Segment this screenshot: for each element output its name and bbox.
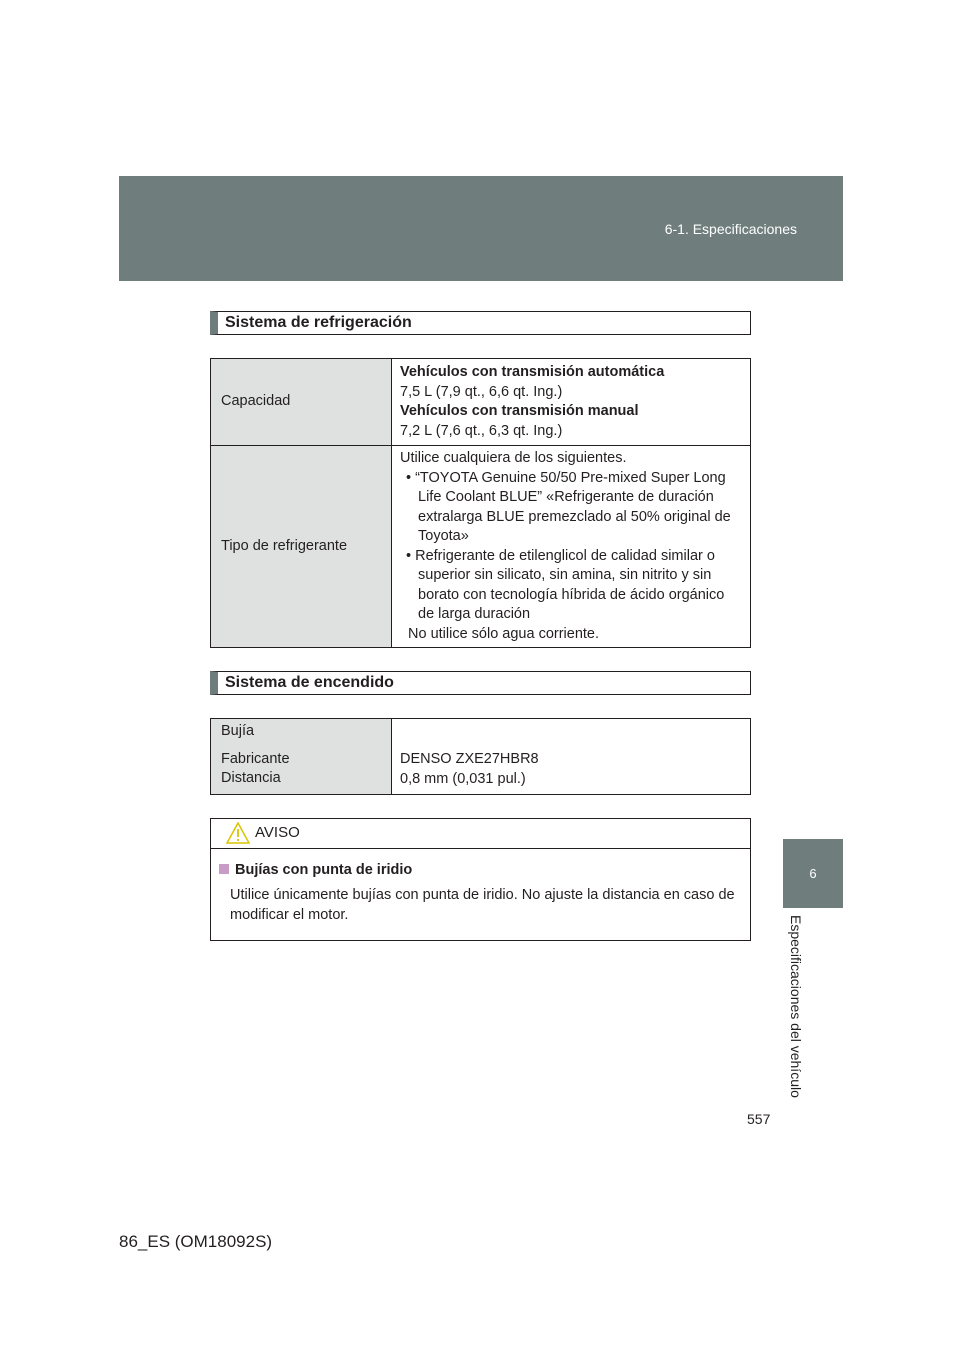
auto-transmission-value: 7,5 L (7,9 qt., 6,6 qt. Ing.) (400, 383, 563, 400)
table-row (211, 719, 751, 795)
gap-label: Distancia (221, 770, 281, 786)
gap-value: 0,8 mm (0,031 pul.) (400, 770, 526, 787)
table-row (211, 446, 751, 648)
page-number: 557 (747, 1111, 771, 1127)
coolant-option-1: • “TOYOTA Genuine 50/50 Pre-mixed Super Long Life Coolant BLUE” «Refrigerante de duración extralarga BLUE premezclado al 50% original de Toyota» (406, 469, 731, 544)
coolant-option-2: • Refrigerante de etilenglicol de calidad similar o superior sin silicato, sin amina, sin nitrito y sin borato con tecnología híbrida de ácido orgánico de larga duración (406, 547, 725, 622)
capacity-value (392, 359, 751, 446)
ignition-table (210, 718, 751, 795)
warning-subtitle: Bujías con punta de iridio (235, 862, 413, 878)
coolant-intro: Utilice cualquiera de los siguientes. (400, 450, 627, 466)
coolant-type-label: Tipo de refrigerante (211, 446, 392, 648)
warning-header (211, 819, 750, 849)
warning-box (210, 818, 751, 941)
auto-transmission-label: Vehículos con transmisión automática (400, 364, 665, 380)
warning-body: Utilice únicamente bujías con punta de iridio. No ajuste la distancia en caso de modificar el motor. (230, 887, 735, 923)
spark-plug-labels (211, 719, 392, 795)
chapter-tab (783, 839, 843, 908)
warning-subtitle-row (219, 862, 750, 878)
manufacturer-label: Fabricante (221, 750, 290, 767)
cooling-heading: Sistema de refrigeración (210, 311, 751, 335)
spark-plug-label: Bujía (221, 723, 255, 739)
footer-code: 86_ES (OM18092S) (119, 1232, 273, 1251)
chapter-label-wrapper (786, 915, 806, 1110)
capacity-label: Capacidad (211, 359, 392, 446)
ignition-heading: Sistema de encendido (210, 671, 751, 695)
coolant-type-value (392, 446, 751, 648)
table-row (211, 359, 751, 446)
chapter-number: 6 (809, 866, 817, 881)
cooling-table (210, 358, 751, 648)
coolant-note: No utilice sólo agua corriente. (408, 625, 600, 642)
bullet-square-icon (219, 864, 229, 874)
header-band (119, 176, 843, 281)
spark-plug-values (392, 719, 751, 795)
manufacturer-value: DENSO ZXE27HBR8 (400, 751, 539, 767)
manual-transmission-label: Vehículos con transmisión manual (400, 403, 639, 419)
warning-triangle-icon (226, 822, 250, 844)
section-title: 6-1. Especificaciones (664, 221, 797, 237)
manual-transmission-value: 7,2 L (7,6 qt., 6,3 qt. Ing.) (400, 422, 563, 439)
chapter-label: Especificaciones del vehículo (788, 915, 804, 1098)
warning-title: AVISO (255, 824, 300, 841)
